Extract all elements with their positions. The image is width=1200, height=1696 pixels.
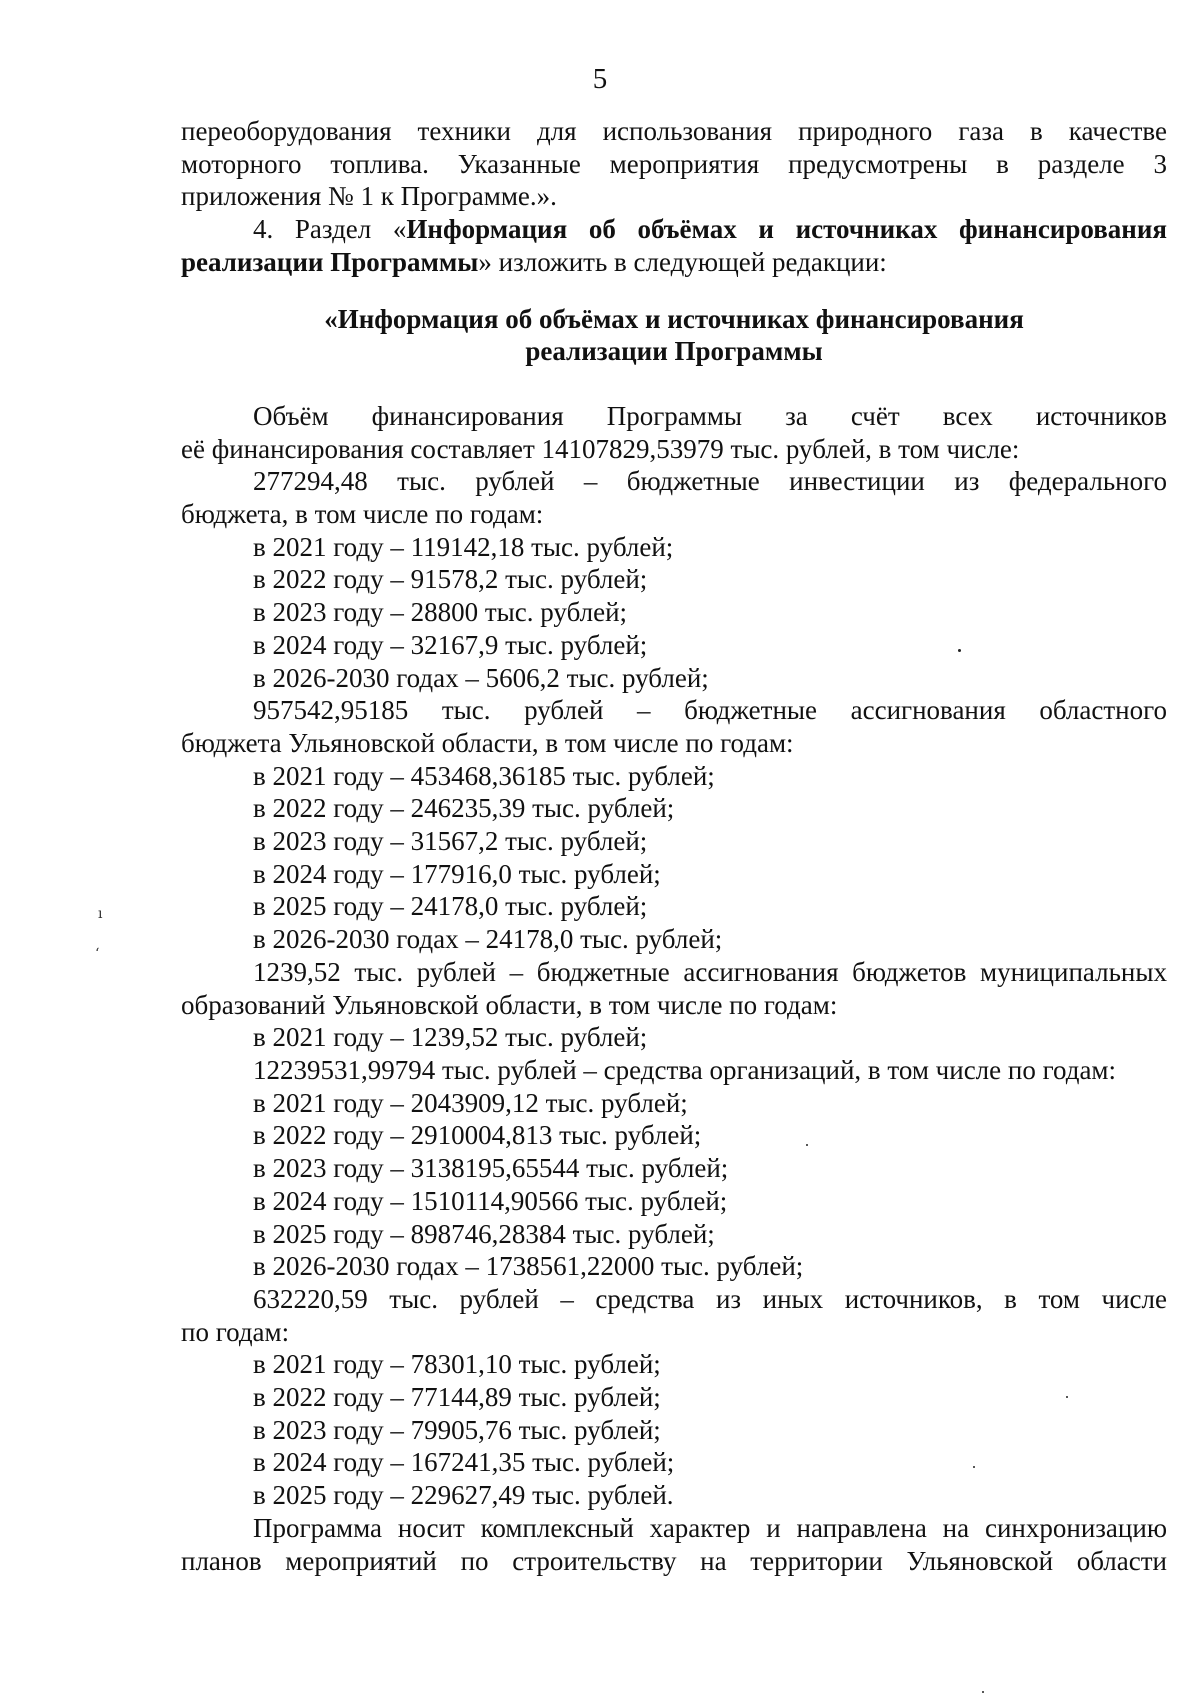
scan-speck (806, 1144, 808, 1146)
federal-line-1: 277294,48 тыс. рублей – бюджетные инвестиции из федерального (253, 466, 1167, 497)
list-item: в 2023 году – 3138195,65544 тыс. рублей; (253, 1153, 729, 1184)
list-item: в 2025 году – 898746,28384 тыс. рублей; (253, 1218, 715, 1249)
regional-line-2: бюджета Ульяновской области, в том числе по годам: (181, 727, 794, 758)
list-item: в 2025 году – 229627,49 тыс. рублей. (253, 1480, 674, 1511)
other-line-2: по годам: (181, 1316, 290, 1347)
list-item: в 2024 году – 177916,0 тыс. рублей; (253, 858, 661, 889)
list-item: в 2024 году – 1510114,90566 тыс. рублей; (253, 1185, 728, 1216)
list-item: в 2025 году – 24178,0 тыс. рублей; (253, 891, 648, 922)
total-line-2: её финансирования составляет 14107829,53979 тыс. рублей, в том числе: (181, 433, 1020, 464)
closing-line-2: планов мероприятий по строительству на территории Ульяновской области (181, 1545, 1167, 1576)
regional-line-1: 957542,95185 тыс. рублей – бюджетные ассигнования областного (253, 695, 1167, 726)
list-item: в 2022 году – 77144,89 тыс. рублей; (253, 1382, 661, 1413)
section-heading-line-1: «Информация об объёмах и источниках финансирования (324, 303, 1024, 334)
list-item: в 2023 году – 28800 тыс. рублей; (253, 597, 628, 628)
list-item: в 2021 году – 453468,36185 тыс. рублей; (253, 760, 715, 791)
item-4-bold-title-1: Информация об объёмах и источниках финансирования (406, 214, 1167, 245)
document-body (181, 115, 1167, 1577)
item-4-line-2 (181, 246, 1167, 279)
list-item: в 2026-2030 годах – 1738561,22000 тыс. рублей; (253, 1251, 804, 1282)
list-item: в 2026-2030 годах – 24178,0 тыс. рублей; (253, 924, 723, 955)
federal-years-list (181, 531, 1167, 695)
other-years-list (181, 1348, 1167, 1512)
closing-line-1: Программа носит комплексный характер и направлена на синхронизацию (253, 1512, 1167, 1543)
list-item: в 2022 году – 246235,39 тыс. рублей; (253, 793, 675, 824)
list-item: в 2024 году – 167241,35 тыс. рублей; (253, 1447, 675, 1478)
scan-speck (958, 649, 961, 652)
total-line-1: Объём финансирования Программы за счёт всех источников (253, 400, 1167, 431)
list-item: в 2021 году – 119142,18 тыс. рублей; (253, 531, 674, 562)
list-item: в 2021 году – 2043909,12 тыс. рублей; (253, 1087, 688, 1118)
margin-mark: ı (98, 906, 103, 922)
intro-line-1: переоборудования техники для использования природного газа в качестве (181, 116, 1167, 146)
federal-line-2: бюджета, в том числе по годам: (181, 499, 544, 530)
other-line-1: 632220,59 тыс. рублей – средства из иных источников, в том числе (253, 1283, 1167, 1314)
list-item: в 2021 году – 1239,52 тыс. рублей; (253, 1022, 648, 1053)
municipal-years-list (181, 1021, 1167, 1054)
scan-speck (1066, 1396, 1068, 1398)
margin-mark: ʻ (95, 946, 100, 962)
regional-years-list (181, 760, 1167, 956)
section-heading-line-2: реализации Программы (525, 336, 823, 367)
intro-line-2: моторного топлива. Указанные мероприятия предусмотрены в разделе 3 (181, 148, 1167, 179)
item-4-suffix: » изложить в следующей редакции: (478, 246, 887, 277)
list-item: в 2026-2030 годах – 5606,2 тыс. рублей; (253, 662, 709, 693)
organizations-years-list (181, 1087, 1167, 1283)
organizations-line-1: 12239531,99794 тыс. рублей – средства организаций, в том числе по годам: (253, 1054, 1117, 1085)
page-number: 5 (592, 63, 608, 95)
municipal-line-2: образований Ульяновской области, в том числе по годам: (181, 989, 838, 1020)
list-item: в 2022 году – 91578,2 тыс. рублей; (253, 564, 648, 595)
list-item: в 2021 году – 78301,10 тыс. рублей; (253, 1349, 661, 1380)
intro-line-3: приложения № 1 к Программе.». (181, 181, 557, 212)
list-item: в 2022 году – 2910004,813 тыс. рублей; (253, 1120, 702, 1151)
list-item: в 2023 году – 79905,76 тыс. рублей; (253, 1414, 661, 1445)
scan-speck (973, 1466, 975, 1468)
item-4-prefix: 4. Раздел « (253, 214, 407, 245)
municipal-line-1: 1239,52 тыс. рублей – бюджетные ассигнования бюджетов муниципальных (253, 956, 1167, 987)
scan-speck (982, 1691, 984, 1693)
list-item: в 2024 году – 32167,9 тыс. рублей; (253, 629, 648, 660)
item-4-bold-title-2: реализации Программы (181, 246, 479, 277)
list-item: в 2023 году – 31567,2 тыс. рублей; (253, 826, 648, 857)
item-4-line-1 (181, 213, 1167, 246)
